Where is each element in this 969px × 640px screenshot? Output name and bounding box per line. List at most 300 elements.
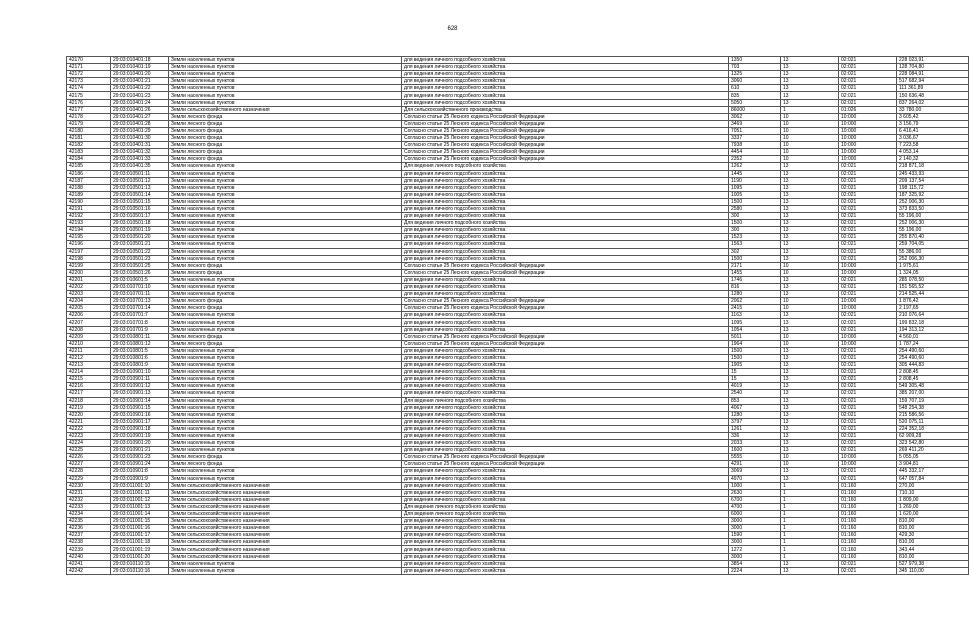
permitted-use-cell: для ведения личного подсобного хозяйства	[402, 447, 729, 454]
cadastral-number-cell: 29:03:010801:9	[111, 362, 169, 369]
area-cell: 1600	[729, 447, 781, 454]
use-code-cell: 10:000	[839, 461, 897, 468]
land-category-cell: Земли лесного фонда	[169, 461, 402, 468]
row-number-cell: 42212	[67, 354, 111, 361]
land-category-cell: Земли населенных пунктов	[169, 57, 402, 64]
row-number-cell: 42221	[67, 418, 111, 425]
category-code-cell: 13	[781, 248, 839, 255]
cadastral-value-cell: 218 871,18	[897, 163, 969, 170]
cadastral-number-cell: 29:03:010501:20	[111, 234, 169, 241]
row-number-cell: 42188	[67, 184, 111, 191]
area-cell: 4970	[729, 475, 781, 482]
row-number-cell: 42226	[67, 454, 111, 461]
land-category-cell: Земли населенных пунктов	[169, 312, 402, 319]
table-row	[67, 170, 969, 177]
cadastral-number-cell: 29:03:011001:12	[111, 496, 169, 503]
permitted-use-cell: для ведения личного подсобного хозяйства	[402, 177, 729, 184]
table-row	[67, 135, 969, 142]
table-row	[67, 432, 969, 439]
permitted-use-cell: для ведения личного подсобного хозяйства	[402, 64, 729, 71]
use-code-cell: 02:021	[839, 170, 897, 177]
area-cell: 1445	[729, 170, 781, 177]
land-category-cell: Земли сельскохозяйственного назначения	[169, 553, 402, 560]
area-cell: 1455	[729, 269, 781, 276]
cadastral-number-cell: 29:03:010901:10	[111, 369, 169, 376]
land-category-cell: Земли сельскохозяйственного назначения	[169, 503, 402, 510]
category-code-cell: 13	[781, 255, 839, 262]
category-code-cell: 13	[781, 567, 839, 574]
land-category-cell: Земли населенных пунктов	[169, 241, 402, 248]
permitted-use-cell: Согласно статье 25 Лесного кодекса Российской Федерации	[402, 262, 729, 269]
row-number-cell: 42189	[67, 191, 111, 198]
cadastral-value-cell: 1 620,00	[897, 511, 969, 518]
table-row	[67, 220, 969, 227]
area-cell: 1163	[729, 312, 781, 319]
permitted-use-cell: для ведения личного подсобного хозяйства	[402, 92, 729, 99]
table-row	[67, 255, 969, 262]
area-cell: 2580	[729, 205, 781, 212]
permitted-use-cell: для ведения личного подсобного хозяйства	[402, 241, 729, 248]
land-category-cell: Земли лесного фонда	[169, 269, 402, 276]
use-code-cell: 10:000	[839, 262, 897, 269]
cadastral-number-cell: 29:03:010801:12	[111, 340, 169, 347]
permitted-use-cell: Согласно статье 25 Лесного кодекса Российской Федерации	[402, 298, 729, 305]
row-number-cell: 42170	[67, 57, 111, 64]
cadastral-value-cell: 228 023,91	[897, 57, 969, 64]
area-cell: 300	[729, 227, 781, 234]
land-category-cell: Земли населенных пунктов	[169, 71, 402, 78]
cadastral-value-cell: 3 904,81	[897, 461, 969, 468]
category-code-cell: 1	[781, 553, 839, 560]
category-code-cell: 13	[781, 404, 839, 411]
land-registry-table	[66, 56, 969, 575]
use-code-cell: 02:021	[839, 191, 897, 198]
cadastral-number-cell: 29:03:010801:5	[111, 347, 169, 354]
row-number-cell: 42203	[67, 291, 111, 298]
row-number-cell: 42174	[67, 85, 111, 92]
table-row	[67, 440, 969, 447]
row-number-cell: 42240	[67, 553, 111, 560]
cadastral-number-cell: 29:03:010501:14	[111, 191, 169, 198]
row-number-cell: 42200	[67, 269, 111, 276]
use-code-cell: 02:021	[839, 404, 897, 411]
permitted-use-cell: для ведения личного подсобного хозяйства	[402, 404, 729, 411]
use-code-cell: 02:021	[839, 248, 897, 255]
cadastral-value-cell: 111 361,89	[897, 85, 969, 92]
use-code-cell: 01:026	[839, 106, 897, 113]
cadastral-number-cell: 29:03:010401:28	[111, 120, 169, 127]
area-cell: 1261	[729, 425, 781, 432]
permitted-use-cell: Для ведения личного подсобного хозяйства	[402, 503, 729, 510]
row-number-cell: 42206	[67, 312, 111, 319]
table-row	[67, 468, 969, 475]
cadastral-number-cell: 29:03:010501:26	[111, 269, 169, 276]
cadastral-number-cell: 29:03:010701:13	[111, 298, 169, 305]
row-number-cell: 42175	[67, 92, 111, 99]
row-number-cell: 42181	[67, 135, 111, 142]
cadastral-number-cell: 29:03:010901:24	[111, 461, 169, 468]
cadastral-number-cell: 29:03:010501:11	[111, 170, 169, 177]
cadastral-number-cell: 29:03:010901:18	[111, 425, 169, 432]
cadastral-value-cell: 520 075,11	[897, 418, 969, 425]
land-category-cell: Земли населенных пунктов	[169, 447, 402, 454]
cadastral-number-cell: 29:03:010401:27	[111, 113, 169, 120]
permitted-use-cell: Согласно статье 25 Лесного кодекса Российской Федерации	[402, 127, 729, 134]
area-cell: 6000	[729, 511, 781, 518]
category-code-cell: 13	[781, 64, 839, 71]
area-cell: 1500	[729, 220, 781, 227]
cadastral-number-cell: 29:03:010701:11	[111, 291, 169, 298]
category-code-cell: 13	[781, 99, 839, 106]
cadastral-value-cell: 3 036,67	[897, 135, 969, 142]
use-code-cell: 10:000	[839, 305, 897, 312]
cadastral-number-cell: 29:03:010401:33	[111, 156, 169, 163]
cadastral-value-cell: 345 110,00	[897, 567, 969, 574]
table-row	[67, 354, 969, 361]
use-code-cell: 02:021	[839, 432, 897, 439]
cadastral-value-cell: 215 586,56	[897, 411, 969, 418]
table-row	[67, 326, 969, 333]
use-code-cell: 02:021	[839, 560, 897, 567]
cadastral-value-cell: 194 313,12	[897, 326, 969, 333]
table-row	[67, 85, 969, 92]
area-cell: 1500	[729, 198, 781, 205]
land-category-cell: Земли сельскохозяйственного назначения	[169, 106, 402, 113]
row-number-cell: 42194	[67, 227, 111, 234]
category-code-cell: 13	[781, 475, 839, 482]
permitted-use-cell: для ведения личного подсобного хозяйства	[402, 532, 729, 539]
row-number-cell: 42205	[67, 305, 111, 312]
row-number-cell: 42192	[67, 213, 111, 220]
permitted-use-cell: для ведения личного подсобного хозяйства	[402, 546, 729, 553]
cadastral-value-cell: 4 053,14	[897, 149, 969, 156]
row-number-cell: 42211	[67, 347, 111, 354]
cadastral-value-cell: 198 115,72	[897, 184, 969, 191]
row-number-cell: 42196	[67, 241, 111, 248]
land-category-cell: Земли лесного фонда	[169, 120, 402, 127]
row-number-cell: 42225	[67, 447, 111, 454]
table-row	[67, 305, 969, 312]
cadastral-value-cell: 527 979,38	[897, 560, 969, 567]
land-category-cell: Земли населенных пунктов	[169, 163, 402, 170]
land-category-cell: Земли лесного фонда	[169, 113, 402, 120]
use-code-cell: 10:000	[839, 156, 897, 163]
permitted-use-cell: для ведения личного подсобного хозяйства	[402, 475, 729, 482]
permitted-use-cell: для ведения личного подсобного хозяйства	[402, 518, 729, 525]
table-row	[67, 447, 969, 454]
cadastral-number-cell: 29:03:010501:19	[111, 227, 169, 234]
area-cell: 5555	[729, 454, 781, 461]
table-row	[67, 262, 969, 269]
use-code-cell: 01:160	[839, 553, 897, 560]
row-number-cell: 42213	[67, 362, 111, 369]
permitted-use-cell: для ведения личного подсобного хозяйства	[402, 255, 729, 262]
land-category-cell: Земли населенных пунктов	[169, 99, 402, 106]
area-cell: 2352	[729, 156, 781, 163]
permitted-use-cell: для ведения личного подсобного хозяйства	[402, 553, 729, 560]
table-row	[67, 298, 969, 305]
land-category-cell: Земли населенных пунктов	[169, 234, 402, 241]
permitted-use-cell: для ведения личного подсобного хозяйства	[402, 440, 729, 447]
cadastral-number-cell: 29:03:011001:13	[111, 503, 169, 510]
row-number-cell: 42216	[67, 383, 111, 390]
use-code-cell: 02:021	[839, 220, 897, 227]
cadastral-number-cell: 29:03:010401:18	[111, 57, 169, 64]
area-cell: 3000	[729, 525, 781, 532]
row-number-cell: 42241	[67, 560, 111, 567]
cadastral-value-cell: 55 196,00	[897, 213, 969, 220]
land-category-cell: Земли сельскохозяйственного назначения	[169, 532, 402, 539]
table-row	[67, 198, 969, 205]
cadastral-number-cell: 29:03:011001:16	[111, 525, 169, 532]
table-row	[67, 177, 969, 184]
category-code-cell: 13	[781, 284, 839, 291]
cadastral-number-cell: 29:03:010401:32	[111, 149, 169, 156]
row-number-cell: 42171	[67, 64, 111, 71]
area-cell: 1054	[729, 326, 781, 333]
row-number-cell: 42180	[67, 127, 111, 134]
area-cell: 7938	[729, 142, 781, 149]
cadastral-value-cell: 252 006,30	[897, 198, 969, 205]
cadastral-value-cell: 5 055,05	[897, 454, 969, 461]
land-category-cell: Земли лесного фонда	[169, 454, 402, 461]
cadastral-value-cell: 187 325,92	[897, 191, 969, 198]
row-number-cell: 42178	[67, 113, 111, 120]
category-code-cell: 13	[781, 440, 839, 447]
land-category-cell: Земли населенных пунктов	[169, 291, 402, 298]
permitted-use-cell: для ведения личного подсобного хозяйства	[402, 411, 729, 418]
land-category-cell: Земли населенных пунктов	[169, 213, 402, 220]
table-row	[67, 64, 969, 71]
row-number-cell: 42184	[67, 156, 111, 163]
cadastral-value-cell: 445 332,17	[897, 468, 969, 475]
row-number-cell: 42187	[67, 177, 111, 184]
cadastral-value-cell: 254 490,60	[897, 354, 969, 361]
cadastral-number-cell: 29:03:011001:20	[111, 553, 169, 560]
table-body	[67, 57, 969, 575]
row-number-cell: 42230	[67, 482, 111, 489]
cadastral-number-cell: 29:03:010501:12	[111, 177, 169, 184]
page-number: 628	[447, 26, 458, 32]
permitted-use-cell: для ведения личного подсобного хозяйства	[402, 71, 729, 78]
use-code-cell: 02:021	[839, 475, 897, 482]
cadastral-number-cell: 29:03:010110:16	[111, 567, 169, 574]
area-cell: 1500	[729, 354, 781, 361]
cadastral-number-cell: 29:03:011001:17	[111, 532, 169, 539]
row-number-cell: 42232	[67, 496, 111, 503]
area-cell: 3060	[729, 78, 781, 85]
category-code-cell: 13	[781, 390, 839, 397]
use-code-cell: 02:021	[839, 362, 897, 369]
table-row	[67, 120, 969, 127]
row-number-cell: 42198	[67, 255, 111, 262]
use-code-cell: 01:160	[839, 489, 897, 496]
use-code-cell: 02:021	[839, 78, 897, 85]
land-category-cell: Земли населенных пунктов	[169, 205, 402, 212]
area-cell: 1590	[729, 532, 781, 539]
row-number-cell: 42193	[67, 220, 111, 227]
land-category-cell: Земли лесного фонда	[169, 305, 402, 312]
table-row	[67, 127, 969, 134]
row-number-cell: 42183	[67, 149, 111, 156]
permitted-use-cell: Согласно статье 25 Лесного кодекса Российской Федерации	[402, 113, 729, 120]
cadastral-value-cell: 159 707,19	[897, 397, 969, 404]
cadastral-value-cell: 1 787,24	[897, 340, 969, 347]
row-number-cell: 42215	[67, 376, 111, 383]
table-row	[67, 369, 969, 376]
row-number-cell: 42177	[67, 106, 111, 113]
use-code-cell: 10:000	[839, 120, 897, 127]
cadastral-value-cell: 548 254,38	[897, 404, 969, 411]
area-cell: 1325	[729, 71, 781, 78]
row-number-cell: 42179	[67, 120, 111, 127]
cadastral-value-cell: 1 975,61	[897, 262, 969, 269]
land-category-cell: Земли населенных пунктов	[169, 184, 402, 191]
category-code-cell: 13	[781, 213, 839, 220]
category-code-cell: 13	[781, 560, 839, 567]
category-code-cell: 13	[781, 163, 839, 170]
use-code-cell: 02:021	[839, 276, 897, 283]
land-category-cell: Земли сельскохозяйственного назначения	[169, 525, 402, 532]
cadastral-number-cell: 29:03:010901:8	[111, 468, 169, 475]
land-category-cell: Земли населенных пунктов	[169, 177, 402, 184]
cadastral-number-cell: 29:03:010901:9	[111, 475, 169, 482]
permitted-use-cell: для ведения личного подсобного хозяйства	[402, 362, 729, 369]
land-category-cell: Земли населенных пунктов	[169, 227, 402, 234]
cadastral-value-cell: 810,00	[897, 539, 969, 546]
category-code-cell: 13	[781, 447, 839, 454]
permitted-use-cell: для ведения личного подсобного хозяйства	[402, 567, 729, 574]
cadastral-number-cell: 29:03:010401:30	[111, 135, 169, 142]
category-code-cell: 1	[781, 525, 839, 532]
category-code-cell: 13	[781, 170, 839, 177]
cadastral-value-cell: 549 305,48	[897, 383, 969, 390]
use-code-cell: 02:021	[839, 447, 897, 454]
area-cell: 4067	[729, 404, 781, 411]
table-row	[67, 213, 969, 220]
table-row	[67, 71, 969, 78]
land-category-cell: Земли населенных пунктов	[169, 440, 402, 447]
table-row	[67, 390, 969, 397]
area-cell: 610	[729, 85, 781, 92]
cadastral-number-cell: 29:03:010901:11	[111, 376, 169, 383]
land-category-cell: Земли лесного фонда	[169, 298, 402, 305]
cadastral-value-cell: 3 605,42	[897, 113, 969, 120]
permitted-use-cell: для ведения личного подсобного хозяйства	[402, 319, 729, 326]
permitted-use-cell: для ведения личного подсобного хозяйства	[402, 376, 729, 383]
category-code-cell: 13	[781, 71, 839, 78]
cadastral-value-cell: 285 078,50	[897, 276, 969, 283]
area-cell: 816	[729, 284, 781, 291]
table-row	[67, 383, 969, 390]
table-row	[67, 425, 969, 432]
row-number-cell: 42224	[67, 440, 111, 447]
area-cell: 1272	[729, 546, 781, 553]
category-code-cell: 1	[781, 518, 839, 525]
cadastral-number-cell: 29:03:010401:29	[111, 127, 169, 134]
cadastral-number-cell: 29:03:010501:16	[111, 205, 169, 212]
table-row	[67, 546, 969, 553]
row-number-cell: 42209	[67, 333, 111, 340]
use-code-cell: 02:021	[839, 205, 897, 212]
cadastral-number-cell: 29:03:010901:12	[111, 383, 169, 390]
cadastral-number-cell: 29:03:010701:7	[111, 312, 169, 319]
category-code-cell: 10	[781, 298, 839, 305]
category-code-cell: 13	[781, 326, 839, 333]
area-cell: 3337	[729, 135, 781, 142]
table-row	[67, 106, 969, 113]
land-category-cell: Земли населенных пунктов	[169, 404, 402, 411]
land-category-cell: Земли населенных пунктов	[169, 170, 402, 177]
land-category-cell: Земли населенных пунктов	[169, 468, 402, 475]
area-cell: 1523	[729, 234, 781, 241]
use-code-cell: 10:000	[839, 113, 897, 120]
land-category-cell: Земли лесного фонда	[169, 149, 402, 156]
cadastral-value-cell: 214 525,44	[897, 291, 969, 298]
permitted-use-cell: для ведения личного подсобного хозяйства	[402, 347, 729, 354]
row-number-cell: 42231	[67, 489, 111, 496]
area-cell: 2540	[729, 390, 781, 397]
use-code-cell: 10:000	[839, 298, 897, 305]
cadastral-value-cell: 2 808,45	[897, 376, 969, 383]
table-row	[67, 454, 969, 461]
area-cell: 3062	[729, 113, 781, 120]
row-number-cell: 42219	[67, 404, 111, 411]
category-code-cell: 13	[781, 369, 839, 376]
row-number-cell: 42233	[67, 503, 111, 510]
table-row	[67, 333, 969, 340]
use-code-cell: 02:021	[839, 99, 897, 106]
area-cell: 1280	[729, 291, 781, 298]
area-cell: 1500	[729, 347, 781, 354]
table-row	[67, 99, 969, 106]
cadastral-value-cell: 199 832,18	[897, 319, 969, 326]
permitted-use-cell: для ведения личного подсобного хозяйства	[402, 525, 729, 532]
table-row	[67, 78, 969, 85]
area-cell: 703	[729, 64, 781, 71]
row-number-cell: 42214	[67, 369, 111, 376]
category-code-cell: 10	[781, 454, 839, 461]
use-code-cell: 02:021	[839, 397, 897, 404]
permitted-use-cell: для ведения личного подсобного хозяйства	[402, 390, 729, 397]
permitted-use-cell: для ведения личного подсобного хозяйства	[402, 312, 729, 319]
table-row	[67, 511, 969, 518]
land-category-cell: Земли населенных пунктов	[169, 255, 402, 262]
cadastral-number-cell: 29:03:010901:14	[111, 397, 169, 404]
use-code-cell: 02:021	[839, 369, 897, 376]
cadastral-number-cell: 29:03:011001:10	[111, 482, 169, 489]
cadastral-value-cell: 810,00	[897, 525, 969, 532]
land-category-cell: Земли сельскохозяйственного назначения	[169, 482, 402, 489]
table-row	[67, 92, 969, 99]
area-cell: 15	[729, 376, 781, 383]
cadastral-number-cell: 29:03:011001:14	[111, 511, 169, 518]
use-code-cell: 02:021	[839, 354, 897, 361]
use-code-cell: 02:021	[839, 255, 897, 262]
use-code-cell: 10:000	[839, 333, 897, 340]
land-category-cell: Земли лесного фонда	[169, 156, 402, 163]
area-cell: 302	[729, 248, 781, 255]
table-row	[67, 411, 969, 418]
category-code-cell: 1	[781, 496, 839, 503]
use-code-cell: 01:160	[839, 511, 897, 518]
category-code-cell: 13	[781, 184, 839, 191]
use-code-cell: 02:021	[839, 184, 897, 191]
cadastral-number-cell: 29:03:010401:31	[111, 142, 169, 149]
table-row	[67, 191, 969, 198]
land-category-cell: Земли населенных пунктов	[169, 276, 402, 283]
use-code-cell: 02:021	[839, 71, 897, 78]
